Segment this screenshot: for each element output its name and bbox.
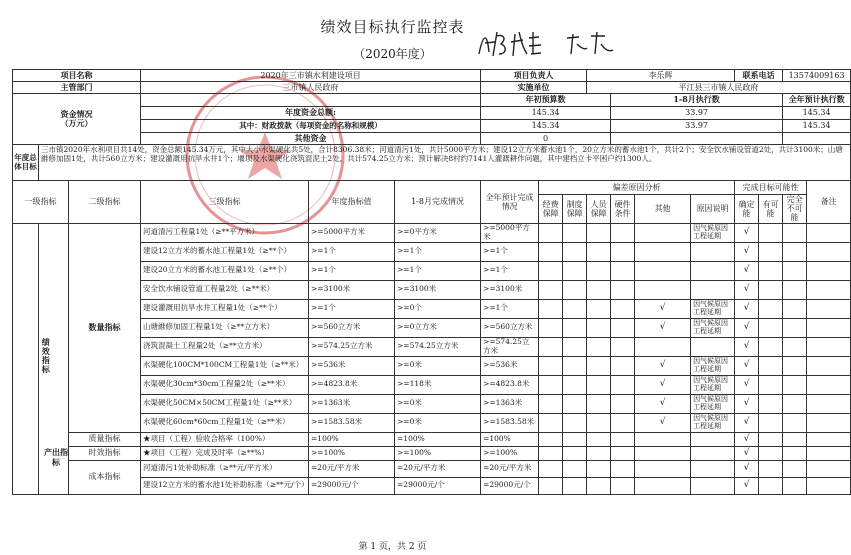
indicator-forecast: >=4823.8米 <box>481 375 539 394</box>
funds-label: 资金情况 （万元） <box>13 94 141 145</box>
possible-maybe-check <box>759 394 783 413</box>
dev-system <box>563 413 587 432</box>
dev-reason: 因气候原因工程延期 <box>691 223 735 242</box>
possible-no-check <box>783 280 807 299</box>
dept: 三市镇人民政府 <box>141 82 481 94</box>
indicator-name: 建设20立方米的蓄水池工程量1处（≥**个） <box>141 261 309 280</box>
dev-system <box>563 460 587 477</box>
dev-staff <box>587 432 611 446</box>
dev-reason: 因气候原因工程延期 <box>691 394 735 413</box>
remark-cell <box>807 477 851 494</box>
possible-no-check <box>783 375 807 394</box>
dev-system <box>563 337 587 356</box>
dev-system <box>563 280 587 299</box>
dev-system <box>563 356 587 375</box>
dev-other-check <box>635 460 691 477</box>
dev-staff <box>587 460 611 477</box>
possible-no-check <box>783 432 807 446</box>
dev-system <box>563 432 587 446</box>
hdr-dev-col: 硬件条件 <box>611 195 635 224</box>
remark-cell <box>807 446 851 460</box>
possible-maybe-check <box>759 446 783 460</box>
funds-forecast: 145.34 <box>783 120 851 133</box>
indicator-done: >=118米 <box>395 375 481 394</box>
indicator-name: 河道清污1处补助标准（≥**元/平方米） <box>141 460 309 477</box>
remark-cell <box>807 460 851 477</box>
dev-system <box>563 261 587 280</box>
funds-forecast: 145.34 <box>783 107 851 120</box>
possible-maybe-check <box>759 413 783 432</box>
indicator-done: >=100% <box>395 446 481 460</box>
possible-sure-check: √ <box>735 477 759 494</box>
hdr-l2: 二级指标 <box>69 181 141 224</box>
hdr-l1: 一级指标 <box>13 181 69 224</box>
group-quality: 质量指标 <box>69 432 141 446</box>
group-cost: 成本指标 <box>69 460 141 494</box>
dev-hardware <box>611 318 635 337</box>
dev-staff <box>587 337 611 356</box>
dev-system <box>563 446 587 460</box>
indicator-target: >=574.25立方米 <box>309 337 395 356</box>
dev-other-check: √ <box>635 394 691 413</box>
indicator-name: 水渠硬化100CM*100CM工程量1处（≥**米） <box>141 356 309 375</box>
indicator-done: >=0米 <box>395 413 481 432</box>
possible-maybe-check <box>759 375 783 394</box>
funds-row-label: 其他资金 <box>141 133 481 145</box>
possible-maybe-check <box>759 356 783 375</box>
dev-funding <box>539 261 563 280</box>
indicator-done: >=0个 <box>395 299 481 318</box>
handwritten-signature <box>475 28 625 58</box>
possible-sure-check: √ <box>735 460 759 477</box>
indicator-name: 建设12立方米的蓄水池1处补助标准（≥**元/个） <box>141 477 309 494</box>
possible-maybe-check <box>759 261 783 280</box>
indicator-name: 建设灌溉用抗旱水井工程量1处（≥**个） <box>141 299 309 318</box>
indicator-done: =29000元/个 <box>395 477 481 494</box>
hdr-dev-col: 制度保障 <box>563 195 587 224</box>
remark-cell <box>807 413 851 432</box>
indicator-forecast: >=1个 <box>481 261 539 280</box>
indicator-forecast: >=3100米 <box>481 280 539 299</box>
indicator-name: ★项目（工程）完成及时率（≥**%） <box>141 446 309 460</box>
indicator-name: 水渠硬化30cm*30cm工程量2处（≥**米） <box>141 375 309 394</box>
dev-funding <box>539 337 563 356</box>
indicator-done: >=1个 <box>395 261 481 280</box>
table-row <box>13 446 851 460</box>
dev-system <box>563 375 587 394</box>
possible-maybe-check <box>759 432 783 446</box>
indicator-forecast: >=100% <box>481 446 539 460</box>
indicator-target: >=1个 <box>309 242 395 261</box>
remark-cell <box>807 223 851 242</box>
indicator-target: >=100% <box>309 446 395 460</box>
indicator-forecast: >=560立方米 <box>481 318 539 337</box>
hdr-done: 1-8月完成情况 <box>395 181 481 224</box>
possible-sure-check: √ <box>735 337 759 356</box>
dev-reason: 因气候原因工程延期 <box>691 318 735 337</box>
dev-hardware <box>611 223 635 242</box>
indicator-name: ★项目（工程）验收合格率（100%） <box>141 432 309 446</box>
dev-staff <box>587 242 611 261</box>
hdr-deviation: 偏差原因分析 <box>539 181 735 195</box>
dev-funding <box>539 477 563 494</box>
remark-cell <box>807 432 851 446</box>
dept-label: 主管部门 <box>13 82 141 94</box>
possible-no-check <box>783 477 807 494</box>
indicator-target: >=3100米 <box>309 280 395 299</box>
indicator-target: >=536米 <box>309 356 395 375</box>
possible-sure-check: √ <box>735 432 759 446</box>
manager: 李乐辉 <box>587 70 735 82</box>
dev-other-check: √ <box>635 413 691 432</box>
dev-funding <box>539 356 563 375</box>
hdr-forecast: 全年预计完成情况 <box>481 181 539 224</box>
monitor-table <box>12 69 851 495</box>
indicator-done: >=1个 <box>395 242 481 261</box>
indicator-name: 河道清污工程量1处（≥**平方米） <box>141 223 309 242</box>
hdr-poss-col: 确定能 <box>735 195 759 224</box>
indicator-target: >=1363米 <box>309 394 395 413</box>
dev-funding <box>539 413 563 432</box>
unit-label: 实施单位 <box>481 82 587 94</box>
indicator-done: >=3100米 <box>395 280 481 299</box>
indicator-forecast: >=5000平方米 <box>481 223 539 242</box>
possible-sure-check: √ <box>735 242 759 261</box>
dev-hardware <box>611 432 635 446</box>
indicator-done: =100% <box>395 432 481 446</box>
dev-hardware <box>611 375 635 394</box>
level2-output-label: 产出指标 <box>44 447 68 467</box>
dev-reason: 因气候原因工程延期 <box>691 299 735 318</box>
dev-staff <box>587 261 611 280</box>
remark-cell <box>807 280 851 299</box>
funds-row-label: 其中：财政拨款（每项资金的名称和规模） <box>141 120 481 133</box>
dev-funding <box>539 280 563 299</box>
table-row <box>13 432 851 446</box>
indicator-done: >=0米 <box>395 394 481 413</box>
dev-system <box>563 318 587 337</box>
indicator-forecast: =100% <box>481 432 539 446</box>
indicator-target: >=5000平方米 <box>309 223 395 242</box>
remark-cell <box>807 356 851 375</box>
possible-maybe-check <box>759 299 783 318</box>
indicator-done: >=574.25立方米 <box>395 337 481 356</box>
dev-funding <box>539 242 563 261</box>
dev-reason <box>691 460 735 477</box>
indicator-forecast: >=1583.58米 <box>481 413 539 432</box>
possible-maybe-check <box>759 318 783 337</box>
dev-reason: 因气候原因工程延期 <box>691 413 735 432</box>
possible-maybe-check <box>759 223 783 242</box>
dev-other-check <box>635 242 691 261</box>
dev-hardware <box>611 356 635 375</box>
dev-funding <box>539 446 563 460</box>
funds-actual: 33.97 <box>611 120 783 133</box>
indicator-done: >=0米 <box>395 356 481 375</box>
dev-system <box>563 299 587 318</box>
indicator-name: 建设12立方米的蓄水池工程量1处（≥**个） <box>141 242 309 261</box>
possible-sure-check: √ <box>735 223 759 242</box>
dev-hardware <box>611 242 635 261</box>
indicator-target: >=560立方米 <box>309 318 395 337</box>
possible-no-check <box>783 261 807 280</box>
indicator-done: >=0立方米 <box>395 318 481 337</box>
dev-hardware <box>611 413 635 432</box>
group-timeliness: 时效指标 <box>69 446 141 460</box>
dev-other-check <box>635 280 691 299</box>
hdr-dev-col: 人员保障 <box>587 195 611 224</box>
project-name-label: 项目名称 <box>13 70 141 82</box>
dev-other-check <box>635 223 691 242</box>
dev-staff <box>587 375 611 394</box>
phone: 13574009163 <box>783 70 851 82</box>
possible-sure-check: √ <box>735 446 759 460</box>
hdr-dev-col: 其他 <box>635 195 691 224</box>
dev-staff <box>587 356 611 375</box>
dev-staff <box>587 446 611 460</box>
dev-other-check <box>635 261 691 280</box>
dev-reason <box>691 477 735 494</box>
funds-col-actual: 1-8月执行数 <box>611 94 783 107</box>
funds-col-forecast: 全年预计执行数 <box>783 94 851 107</box>
dev-reason <box>691 446 735 460</box>
dev-system <box>563 477 587 494</box>
dev-staff <box>587 413 611 432</box>
hdr-possible: 完成目标可能性 <box>735 181 807 195</box>
dev-reason <box>691 337 735 356</box>
dev-funding <box>539 394 563 413</box>
hdr-dev-col: 经费保障 <box>539 195 563 224</box>
funds-budget: 145.34 <box>481 107 611 120</box>
page-year: （2020年度） <box>353 47 432 61</box>
group-quantity: 数量指标 <box>69 223 141 432</box>
dev-staff <box>587 280 611 299</box>
level1-label: 绩效指标 <box>39 223 69 494</box>
funds-blank <box>141 94 481 107</box>
dev-reason <box>691 261 735 280</box>
indicator-forecast: =29000元/个 <box>481 477 539 494</box>
dev-other-check <box>635 337 691 356</box>
dev-hardware <box>611 477 635 494</box>
possible-sure-check: √ <box>735 299 759 318</box>
possible-no-check <box>783 356 807 375</box>
page-title: 绩效目标执行监控表 <box>320 18 465 36</box>
funds-row-label: 年度资金总额: <box>141 107 481 120</box>
possible-no-check <box>783 318 807 337</box>
possible-sure-check: √ <box>735 280 759 299</box>
hdr-l3: 三级指标 <box>141 181 309 224</box>
hdr-dev-col: 原因说明 <box>691 195 735 224</box>
dev-funding <box>539 460 563 477</box>
dev-reason: 因气候原因工程延期 <box>691 356 735 375</box>
indicator-name: 安全饮水铺设管道工程量2处（≥**米） <box>141 280 309 299</box>
possible-no-check <box>783 394 807 413</box>
remark-cell <box>807 318 851 337</box>
possible-maybe-check <box>759 280 783 299</box>
dev-other-check <box>635 446 691 460</box>
dev-hardware <box>611 394 635 413</box>
indicator-target: >=4823.8米 <box>309 375 395 394</box>
funds-budget: 145.34 <box>481 120 611 133</box>
phone-label: 联系电话 <box>735 70 783 82</box>
dev-system <box>563 242 587 261</box>
indicator-name: 水渠硬化50CM×50CM工程量1处（≥**米） <box>141 394 309 413</box>
dev-system <box>563 223 587 242</box>
indicator-forecast: >=536米 <box>481 356 539 375</box>
dev-funding <box>539 223 563 242</box>
possible-sure-check: √ <box>735 413 759 432</box>
indicator-body <box>13 223 851 494</box>
dev-staff <box>587 223 611 242</box>
dev-reason <box>691 242 735 261</box>
possible-no-check <box>783 242 807 261</box>
funds-budget: 0 <box>481 133 611 145</box>
dev-hardware <box>611 460 635 477</box>
dev-reason <box>691 432 735 446</box>
funds-col-budget: 年初预算数 <box>481 94 611 107</box>
possible-sure-check: √ <box>735 261 759 280</box>
hdr-poss-col: 有可能 <box>759 195 783 224</box>
dev-reason: 因气候原因工程延期 <box>691 375 735 394</box>
funds-actual: 33.97 <box>611 107 783 120</box>
table-row <box>13 223 851 242</box>
indicator-target: >=1个 <box>309 261 395 280</box>
possible-maybe-check <box>759 337 783 356</box>
dev-funding <box>539 375 563 394</box>
overall-text: 三市镇2020年水利项目共14处，资金总额145.34万元，其中大小水渠硬化共5处，合计8306.38米；河道清污1处，共计5000平方米；建设12立方米蓄水池1个，20立方米的蓄水池1个，共计2个；安全饮水铺设管道2处，共计3100米；山塘維修加固1处，共计560立方米；建设灌溉用抗旱水井1个；堰坝及水渠硬化浇筑混泥土2处，共计574.25立方米；预计解决8村约7141人灌溉耕作问题，其中建档立卡平困户约1300人。 <box>39 145 851 181</box>
dev-hardware <box>611 261 635 280</box>
indicator-name: 水渠硬化60cm*60cm工程量1处（≥**米） <box>141 413 309 432</box>
overall-label: 年度总体目标 <box>13 145 39 181</box>
dev-other-check <box>635 432 691 446</box>
hdr-remark: 备注 <box>807 181 851 224</box>
possible-no-check <box>783 446 807 460</box>
possible-no-check <box>783 299 807 318</box>
remark-cell <box>807 394 851 413</box>
dev-staff <box>587 318 611 337</box>
possible-no-check <box>783 460 807 477</box>
project-name: 2020年三市镇水利建设项目 <box>141 70 481 82</box>
indicator-forecast: >=1363米 <box>481 394 539 413</box>
dev-hardware <box>611 299 635 318</box>
possible-maybe-check <box>759 460 783 477</box>
possible-sure-check: √ <box>735 356 759 375</box>
possible-maybe-check <box>759 477 783 494</box>
indicator-name: 浇筑混凝土工程量2处（≥**立方米） <box>141 337 309 356</box>
indicator-target: >=1583.58米 <box>309 413 395 432</box>
dev-staff <box>587 394 611 413</box>
dev-funding <box>539 432 563 446</box>
dev-funding <box>539 299 563 318</box>
dev-hardware <box>611 280 635 299</box>
indicator-target: =100% <box>309 432 395 446</box>
indicator-forecast: >=1个 <box>481 299 539 318</box>
indicator-done: =20元/平方米 <box>395 460 481 477</box>
remark-cell <box>807 375 851 394</box>
unit: 平江县三市镇人民政府 <box>587 82 851 94</box>
table-row <box>13 460 851 477</box>
dev-system <box>563 394 587 413</box>
dev-funding <box>539 318 563 337</box>
possible-sure-check: √ <box>735 394 759 413</box>
dev-hardware <box>611 446 635 460</box>
dev-other-check: √ <box>635 375 691 394</box>
possible-no-check <box>783 337 807 356</box>
possible-no-check <box>783 413 807 432</box>
indicator-done: >=0平方米 <box>395 223 481 242</box>
hdr-poss-col: 完全不可能 <box>783 195 807 224</box>
indicator-name: 山塘維修加固工程量1处（≥**立方米） <box>141 318 309 337</box>
dev-other-check: √ <box>635 356 691 375</box>
possible-sure-check: √ <box>735 318 759 337</box>
dev-hardware <box>611 337 635 356</box>
dev-other-check <box>635 477 691 494</box>
remark-cell <box>807 242 851 261</box>
possible-sure-check: √ <box>735 375 759 394</box>
possible-no-check <box>783 223 807 242</box>
remark-cell <box>807 261 851 280</box>
manager-label: 项目负责人 <box>481 70 587 82</box>
indicator-target: >=1个 <box>309 299 395 318</box>
indicator-forecast: >=1个 <box>481 242 539 261</box>
remark-cell <box>807 337 851 356</box>
indicator-forecast: >=574.25立方米 <box>481 337 539 356</box>
funds-forecast <box>783 133 851 145</box>
possible-maybe-check <box>759 242 783 261</box>
dev-other-check: √ <box>635 299 691 318</box>
dev-staff <box>587 477 611 494</box>
funds-actual <box>611 133 783 145</box>
dev-staff <box>587 299 611 318</box>
page-counter: 第 1 页，共 2 页 <box>358 542 427 552</box>
indicator-target: =29000元/个 <box>309 477 395 494</box>
dev-reason <box>691 280 735 299</box>
indicator-target: =20元/平方米 <box>309 460 395 477</box>
indicator-forecast: =20元/平方米 <box>481 460 539 477</box>
remark-cell <box>807 299 851 318</box>
dev-other-check: √ <box>635 318 691 337</box>
level1-blank <box>13 223 39 494</box>
hdr-target: 年度指标值 <box>309 181 395 224</box>
